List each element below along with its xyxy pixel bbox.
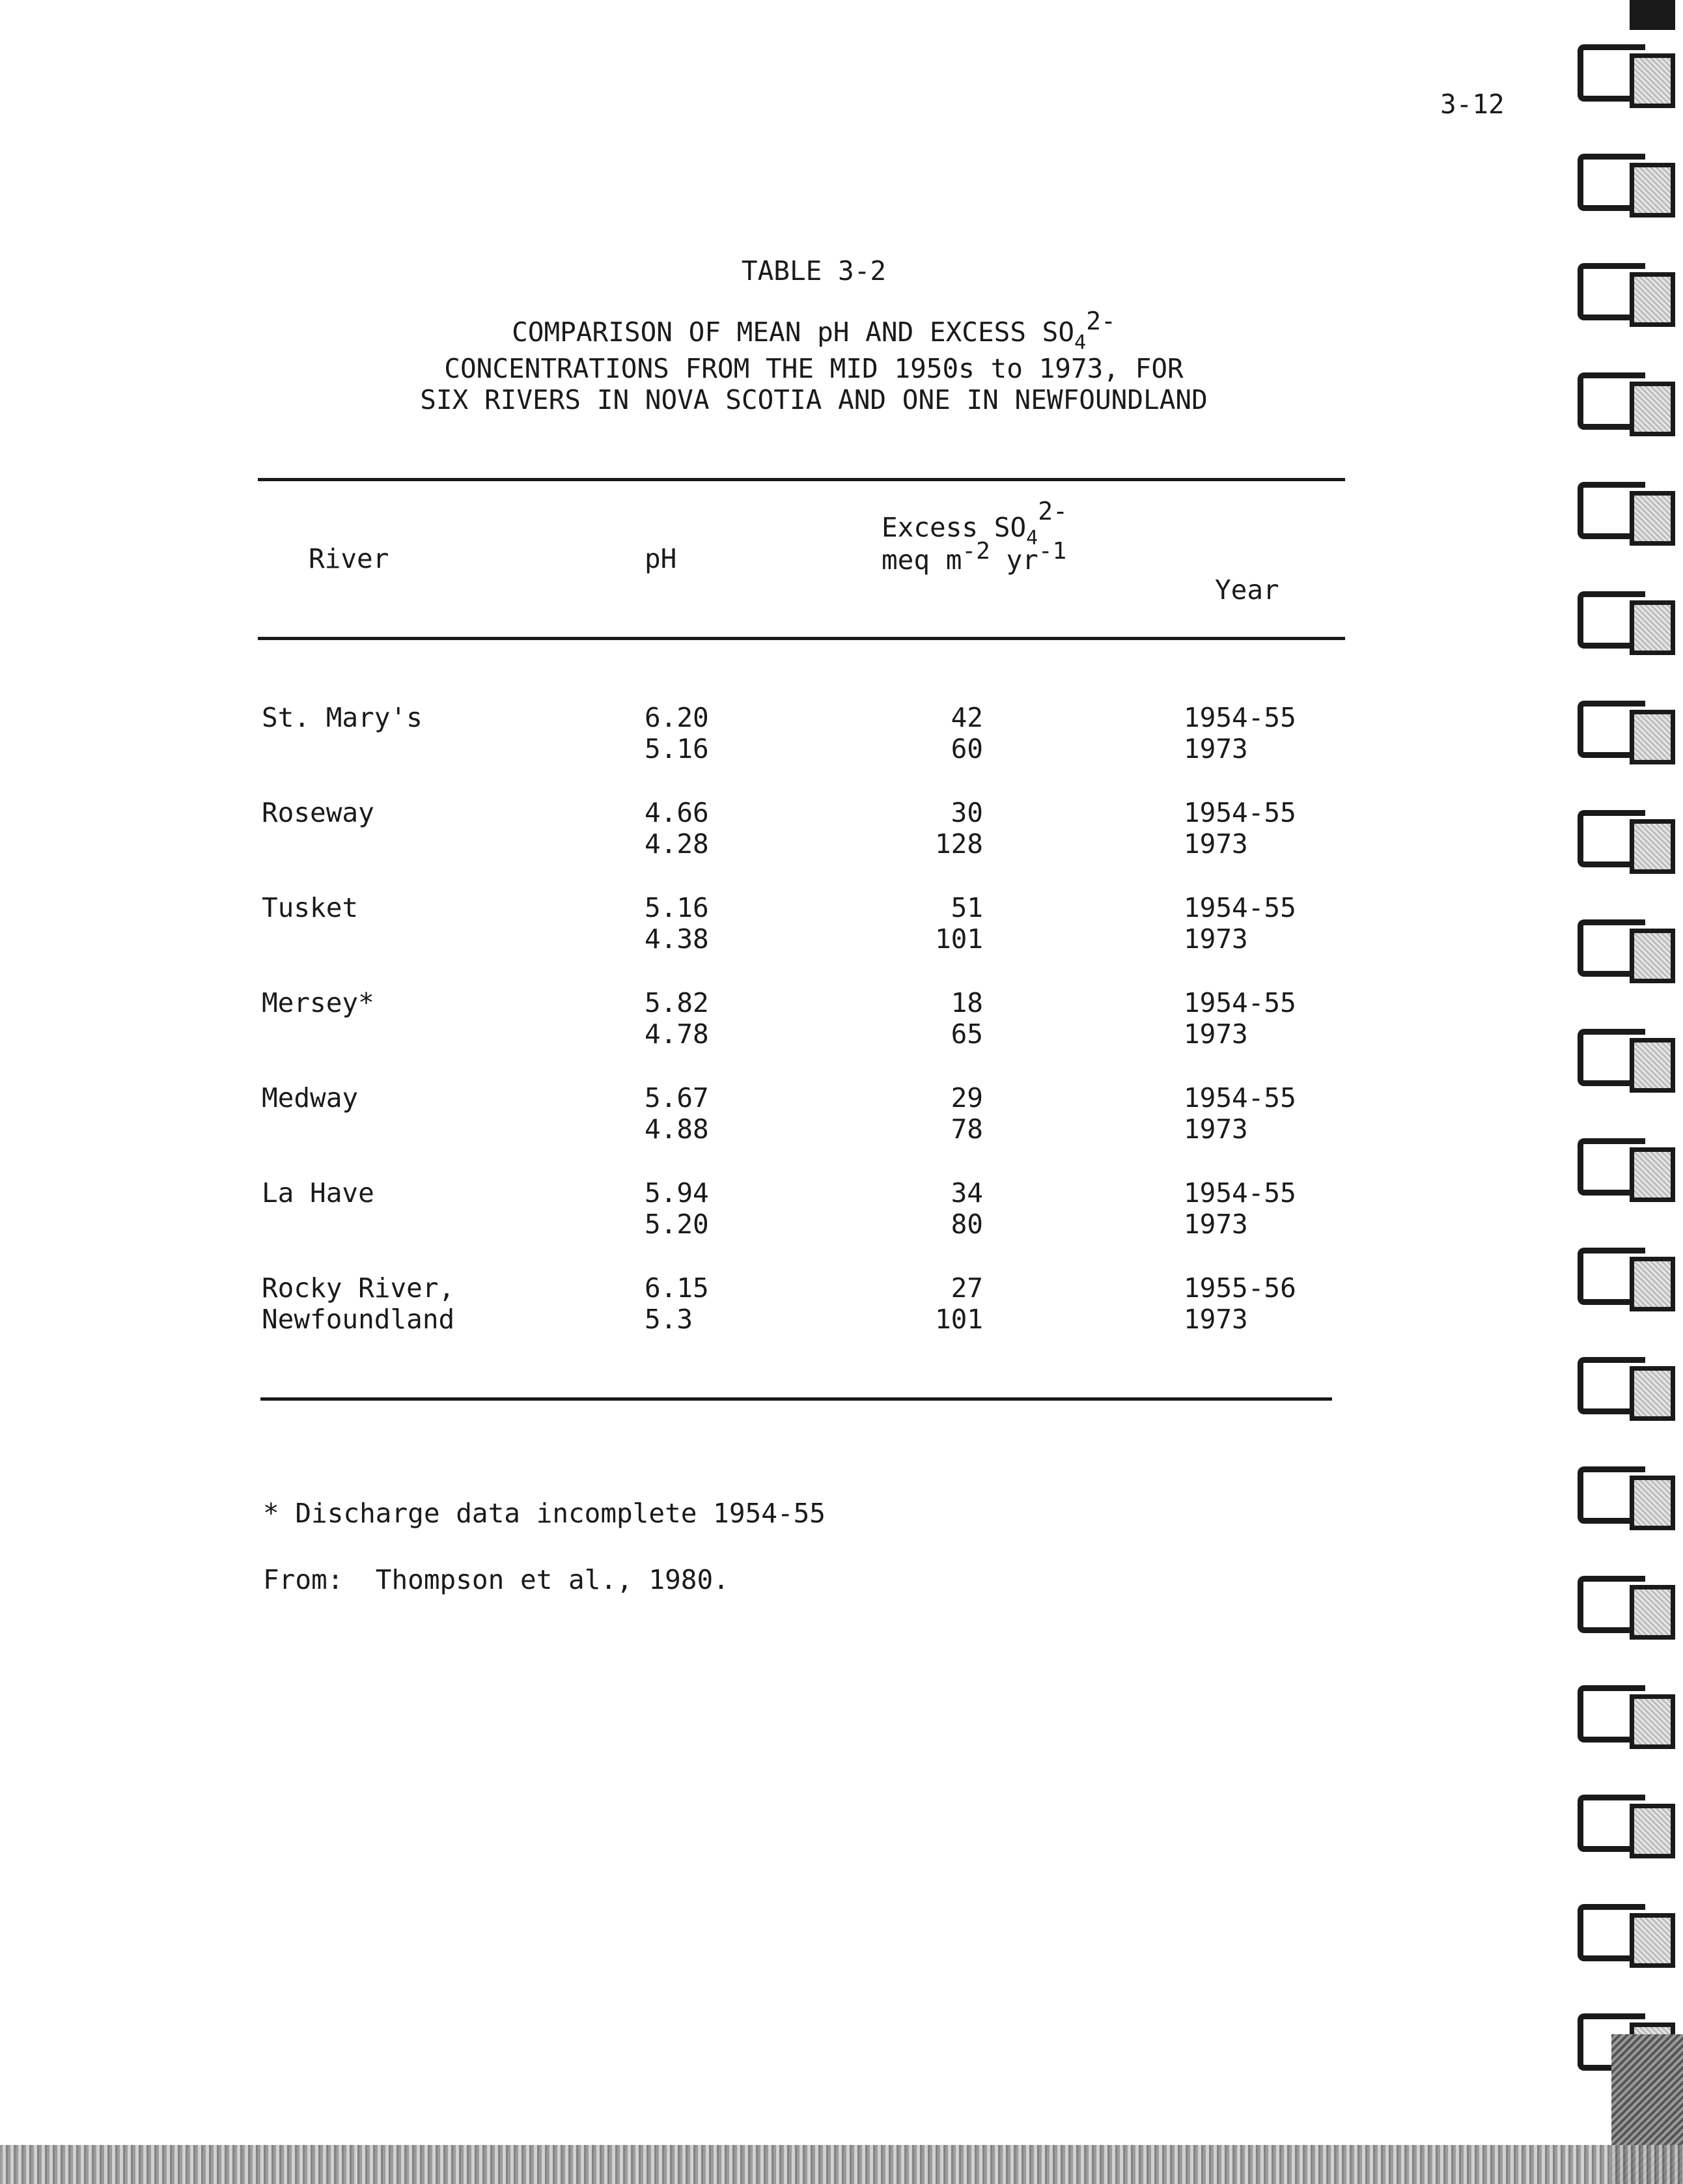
cell-ph: 4.38 [645, 923, 709, 955]
cell-ph: 4.78 [645, 1018, 709, 1050]
coil-icon [1578, 148, 1675, 214]
cell-so4: 65 [951, 1018, 983, 1050]
cell-river: Medway [262, 1082, 359, 1113]
cell-year: 1955-56 [1184, 1272, 1296, 1304]
cell-so4: 34 [951, 1177, 983, 1209]
cell-so4: 80 [951, 1209, 983, 1240]
header-excess-so4: Excess $SO_42-$ [882, 497, 1068, 550]
footnote: * Discharge data incomplete 1954-55 [263, 1498, 826, 1529]
header-river: River [309, 543, 389, 574]
cell-year: 1973 [1184, 1018, 1248, 1050]
coil-icon [1578, 1352, 1675, 1417]
cell-year: 1973 [1184, 1209, 1248, 1240]
coil-icon [1578, 695, 1675, 761]
coil-icon [1578, 1133, 1675, 1198]
table-row [0, 987, 1497, 1052]
cell-river: La Have [262, 1177, 374, 1209]
table-title-line-2: CONCENTRATIONS FROM THE MID 1950s to 1973, FOR [444, 353, 1184, 384]
table-row [0, 702, 1497, 767]
scan-bottom-edge [0, 2145, 1683, 2184]
header-units: meq m-2 yr-1 [882, 538, 1067, 576]
table-title-line-3: SIX RIVERS IN NOVA SCOTIA AND ONE IN NEWFOUNDLAND [420, 384, 1208, 415]
table-row [0, 892, 1497, 957]
table-row [0, 1082, 1497, 1147]
cell-year: 1954-55 [1184, 702, 1296, 733]
table-top-rule [258, 478, 1345, 481]
cell-so4: 30 [951, 797, 983, 828]
cell-year: 1973 [1184, 1304, 1248, 1335]
coil-icon [1578, 367, 1675, 432]
cell-ph: 5.94 [645, 1177, 709, 1209]
header-year: Year [1215, 574, 1279, 606]
table-row [0, 797, 1497, 862]
cell-so4: 29 [951, 1082, 983, 1113]
cell-ph: 4.66 [645, 797, 709, 828]
cell-ph: 4.28 [645, 828, 709, 860]
cell-ph: 5.20 [645, 1209, 709, 1240]
coil-icon [1578, 1242, 1675, 1308]
cell-river: Roseway [262, 797, 374, 828]
cell-year: 1954-55 [1184, 1177, 1296, 1209]
cell-ph: 5.82 [645, 987, 709, 1018]
coil-icon [1578, 258, 1675, 323]
cell-year: 1973 [1184, 733, 1248, 764]
cell-so4: 101 [934, 1304, 983, 1335]
cell-river: Tusket [262, 892, 359, 923]
coil-icon [1578, 914, 1675, 979]
coil-icon [1578, 1461, 1675, 1526]
cell-ph: 5.67 [645, 1082, 709, 1113]
binding-top-tab [1630, 0, 1675, 30]
table-title-line-1: COMPARISON OF MEAN pH AND EXCESS $SO_42-$ [512, 307, 1116, 354]
cell-so4: 27 [951, 1272, 983, 1304]
table-header-rule [258, 637, 1345, 640]
coil-icon [1578, 1899, 1675, 1964]
cell-ph: 6.20 [645, 702, 709, 733]
page-number: 3-12 [1440, 89, 1505, 120]
table-row [0, 1272, 1497, 1337]
coil-icon [1578, 1024, 1675, 1089]
cell-ph: 5.3 [645, 1304, 693, 1335]
coil-icon [1578, 805, 1675, 870]
cell-ph: 4.88 [645, 1113, 709, 1145]
cell-year: 1973 [1184, 1113, 1248, 1145]
spiral-binding [1566, 0, 1683, 2184]
cell-so4: 101 [934, 923, 983, 955]
cell-year: 1973 [1184, 828, 1248, 860]
cell-year: 1954-55 [1184, 1082, 1296, 1113]
source-line: From: Thompson et al., 1980. [263, 1564, 729, 1595]
cell-so4: 18 [951, 987, 983, 1018]
coil-icon [1578, 1571, 1675, 1636]
cell-year: 1954-55 [1184, 892, 1296, 923]
cell-year: 1973 [1184, 923, 1248, 955]
cell-so4: 128 [934, 828, 983, 860]
cell-ph: 6.15 [645, 1272, 709, 1304]
coil-icon [1578, 586, 1675, 651]
cell-year: 1954-55 [1184, 987, 1296, 1018]
cell-so4: 51 [951, 892, 983, 923]
cell-so4: 42 [951, 702, 983, 733]
cell-so4: 60 [951, 733, 983, 764]
coil-icon [1578, 1789, 1675, 1855]
cell-ph: 5.16 [645, 733, 709, 764]
cell-river: St. Mary's [262, 702, 423, 733]
cell-river: Rocky River, [262, 1272, 455, 1304]
cell-year: 1954-55 [1184, 797, 1296, 828]
coil-icon [1578, 39, 1675, 104]
cell-river: Mersey* [262, 987, 374, 1018]
header-ph: pH [645, 543, 677, 574]
cell-ph: 5.16 [645, 892, 709, 923]
table-row [0, 1177, 1497, 1242]
cell-river-line-2: Newfoundland [262, 1304, 455, 1335]
coil-icon [1578, 477, 1675, 542]
table-bottom-rule [260, 1397, 1332, 1401]
coil-icon [1578, 1680, 1675, 1745]
table-label: TABLE 3-2 [741, 255, 887, 287]
cell-so4: 78 [951, 1113, 983, 1145]
